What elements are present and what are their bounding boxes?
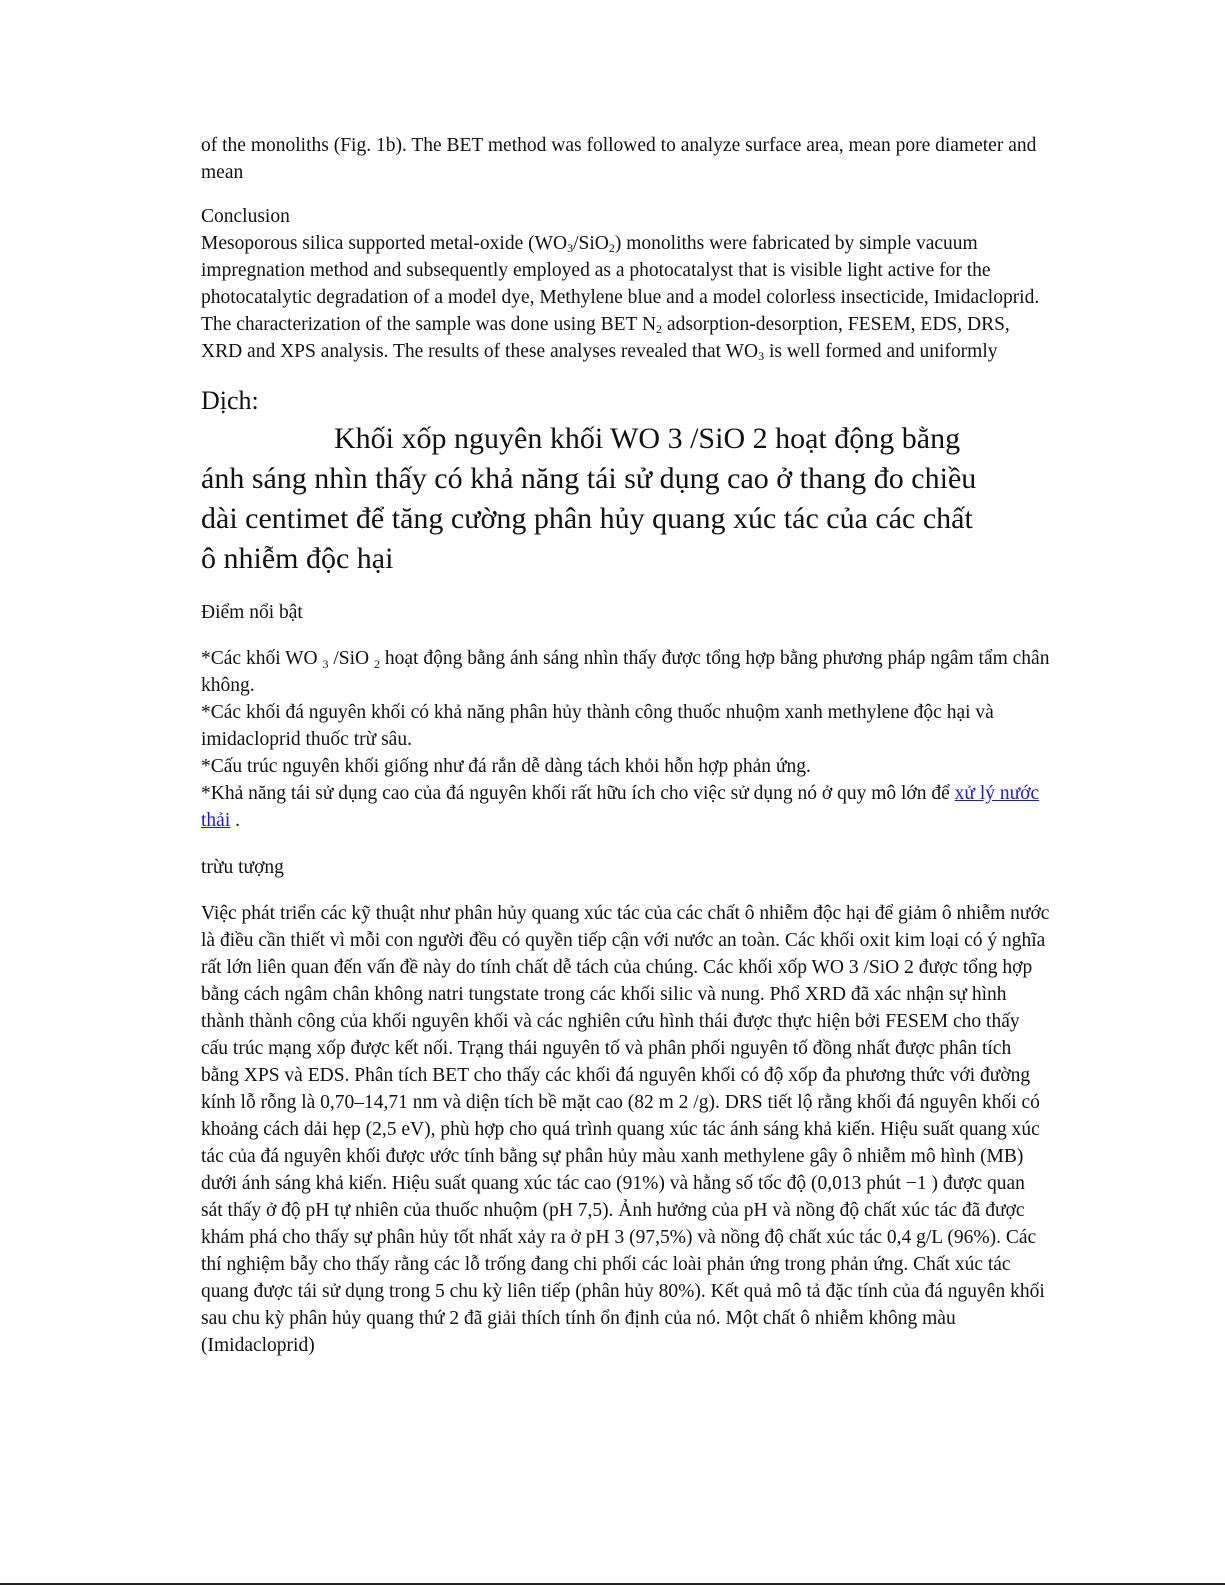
highlight-1-text-b: /SiO (328, 648, 375, 669)
conclusion-text-1: Mesoporous silica supported metal-oxide (WO (201, 233, 568, 254)
highlights-heading: Điểm nổi bật (201, 602, 303, 623)
intro-paragraph: of the monoliths (Fig. 1b). The BET method was followed to analyze surface area, mean pore diameter and mean (201, 135, 1037, 183)
highlight-item: *Các khối đá nguyên khối có khả năng phân hủy thành công thuốc nhuộm xanh methylene độc hại và imidacloprid thuốc trừ sâu. (201, 702, 994, 750)
conclusion-sub-3: 2 (656, 322, 663, 336)
conclusion-paragraph (201, 230, 1051, 365)
highlight-item (201, 780, 1051, 834)
translated-title: Khối xốp nguyên khối WO 3 /SiO 2 hoạt động bằng ánh sáng nhìn thấy có khả năng tái sử dụng cao ở thang đo chiều dài centimet để tăng cường phân hủy quang xúc tác của các chất ô nhiễm độc hại (201, 422, 977, 575)
conclusion-sub-2: 2 (608, 241, 615, 255)
translation-label: Dịch: (201, 386, 259, 415)
highlight-1-text-a: *Các khối WO (201, 648, 323, 669)
conclusion-text-2: /SiO (573, 233, 609, 254)
highlight-item: *Cấu trúc nguyên khối giống như đá rắn dễ dàng tách khỏi hỗn hợp phản ứng. (201, 756, 811, 777)
conclusion-sub-4: 3 (758, 349, 765, 363)
highlight-1-text-c: hoạt động bằng ánh sáng nhìn thấy được tổng hợp bằng phương pháp ngâm tẩm chân không. (201, 648, 1050, 696)
conclusion-text-3: ) monoliths were fabricated by simple vacuum impregnation method and subsequently employed as a photocatalyst that is visible light active for the photocatalytic degradation of a model dye, Methylene blue and a model colorless insecticide, Imidacloprid. The characterization of the sample was done using BET N (201, 233, 1040, 335)
highlight-1-sub-2: 2 (374, 657, 381, 671)
wastewater-treatment-link[interactable]: xử lý nước thải (201, 783, 1040, 831)
conclusion-heading: Conclusion (201, 206, 290, 227)
conclusion-text-5: is well formed and uniformly (764, 341, 998, 362)
highlight-1-sub-1: 3 (322, 657, 329, 671)
highlight-item (201, 645, 1051, 699)
highlights-list (201, 645, 1051, 834)
highlight-4-text-b: . (230, 810, 240, 831)
highlight-4-text-a: *Khả năng tái sử dụng cao của đá nguyên khối rất hữu ích cho việc sử dụng nó ở quy mô lớn để (201, 783, 955, 804)
conclusion-text-4: adsorption-desorption, FESEM, EDS, DRS, XRD and XPS analysis. The results of these analyses revealed that WO (201, 314, 1010, 362)
conclusion-sub-1: 3 (567, 241, 574, 255)
abstract-heading: trừu tượng (201, 857, 284, 878)
abstract-paragraph: Việc phát triển các kỹ thuật như phân hủy quang xúc tác của các chất ô nhiễm độc hại để giảm ô nhiễm nước là điều cần thiết vì mỗi con người đều có quyền tiếp cận với nước an toàn. Các khối oxit kim loại có ý nghĩa rất lớn liên quan đến vấn đề này do tính chất dễ tách của chúng. Các khối xốp WO 3 /SiO 2 được tổng hợp bằng cách ngâm chân không natri tungstate trong các khối silic và nung. Phổ XRD đã xác nhận sự hình thành thành công của khối nguyên khối và các nghiên cứu hình thái được thực hiện bởi FESEM cho thấy cấu trúc mạng xốp được kết nối. Trạng thái nguyên tố và phân phối nguyên tố đồng nhất được phân tích bằng XPS và EDS. Phân tích BET cho thấy các khối đá nguyên khối có độ xốp đa phương thức với đường kính lỗ rỗng là 0,70–14,71 nm và diện tích bề mặt cao (82 m 2 /g). DRS tiết lộ rằng khối đá nguyên khối có khoảng cách dải hẹp (2,5 eV), phù hợp cho quá trình quang xúc tác ánh sáng khả kiến. Hiệu suất quang xúc tác của đá nguyên khối được ước tính bằng sự phân hủy màu xanh methylene gây ô nhiễm mô hình (MB) dưới ánh sáng khả kiến. Hiệu suất quang xúc tác cao (91%) và hằng số tốc độ (0,013 phút −1 ) được quan sát thấy ở độ pH tự nhiên của thuốc nhuộm (pH 7,5). Ảnh hưởng của pH và nồng độ chất xúc tác đã được khám phá cho thấy sự phân hủy tốt nhất xảy ra ở pH 3 (97,5%) và nồng độ chất xúc tác 0,4 g/L (96%). Các thí nghiệm bẫy cho thấy rằng các lỗ trống đang chi phối các loài phản ứng trong phản ứng. Chất xúc tác quang được tái sử dụng trong 5 chu kỳ liên tiếp (phân hủy 80%). Kết quả mô tả đặc tính của đá nguyên khối sau chu kỳ phân hủy quang thứ 2 đã giải thích tính ổn định của nó. Một chất ô nhiễm không màu (Imidacloprid) (201, 903, 1050, 1356)
document-page (201, 132, 1051, 1359)
